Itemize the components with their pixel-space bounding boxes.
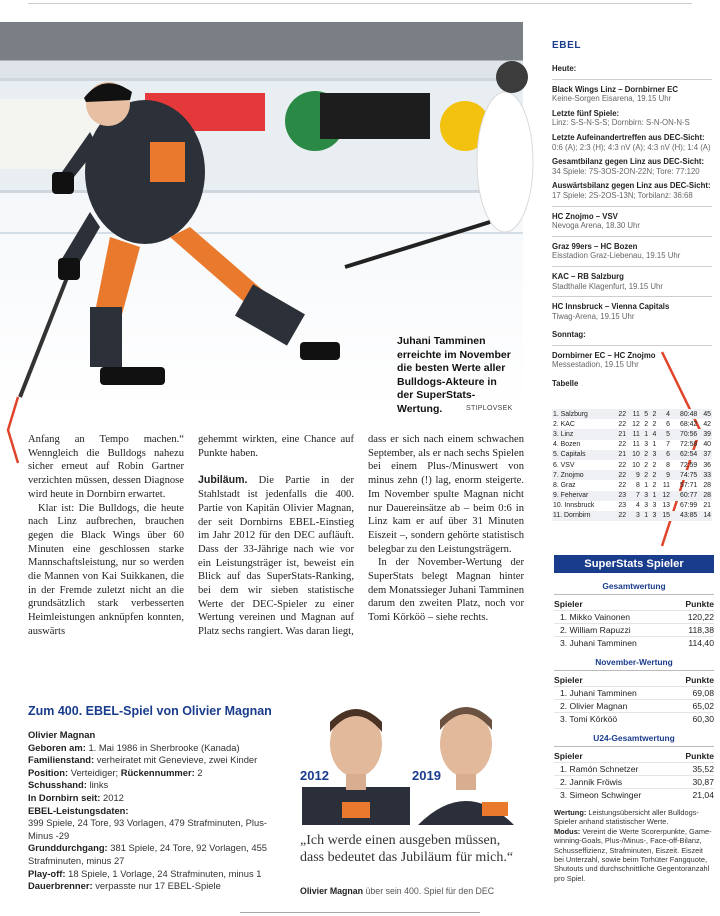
player-name: 3. Simeon Schwinger xyxy=(560,790,642,800)
table-cell: 2 xyxy=(644,461,649,469)
table-cell: 21 xyxy=(703,502,711,510)
ranking-row xyxy=(554,775,714,788)
table-cell: 13 xyxy=(662,502,670,510)
quote: „Ich werde einen ausgeben müssen, dass bedeutet das Jubiläum für mich.“ xyxy=(300,833,514,865)
table-cell: 5 xyxy=(641,409,649,419)
game-title: Black Wings Linz – Dornbirner EC xyxy=(552,84,678,94)
table-cell: 12 xyxy=(632,420,640,428)
stat-value: Linz: S-S-N-S-S; Dornbirn: S-N-ON-N-S xyxy=(552,118,690,128)
team-name: 7. Znojmo xyxy=(552,470,613,480)
table-cell: 9 xyxy=(657,470,671,480)
table-cell: 8 xyxy=(635,481,640,489)
table-cell: 1 xyxy=(641,511,649,521)
game-venue: Tiwag-Arena, 19.15 Uhr xyxy=(552,311,635,321)
table-cell: 28 xyxy=(698,491,712,501)
game-title: Graz 99ers – HC Bozen xyxy=(552,241,638,251)
table-row xyxy=(552,440,712,450)
team-name: 10. Innsbruck xyxy=(553,502,595,510)
ranking-header xyxy=(554,599,714,609)
table-cell: 3 xyxy=(644,441,649,449)
player-points: 30,87 xyxy=(692,777,714,787)
article-paragraph: Anfang an Tempo machen.“ Wenngleich die Bulldogs nahezu sicher erneut auf Robin Gartner verzichten müssen, dessen Diagnose wird heute in Dornbirn erwartet. xyxy=(28,434,184,500)
info-value: links xyxy=(89,779,109,791)
table-cell: 39 xyxy=(698,429,712,439)
ranking-subtitle: U24-Gesamtwertung xyxy=(554,733,714,747)
article-column-3 xyxy=(368,433,524,625)
ranking-subtitle: November-Wertung xyxy=(554,657,714,671)
table-row xyxy=(552,450,712,460)
table-cell: 67:99 xyxy=(680,502,698,510)
player-name: 3. Juhani Tamminen xyxy=(560,638,637,648)
table-cell: 21 xyxy=(613,450,627,460)
info-value: Verteidiger; xyxy=(70,766,119,778)
table-cell: 12 xyxy=(657,491,671,501)
table-cell: 6 xyxy=(666,420,670,428)
table-row xyxy=(552,419,712,429)
info-label: Schusshand: xyxy=(28,779,87,791)
table-cell: 45 xyxy=(698,409,712,419)
divider xyxy=(552,236,712,237)
table-cell: 3 xyxy=(641,491,649,501)
article-column-1 xyxy=(28,433,184,639)
team-name: 1. Salzburg xyxy=(552,409,613,419)
quote-name: Olivier Magnan xyxy=(300,886,364,896)
table-cell: 11 xyxy=(632,441,640,449)
table-heading: Tabelle xyxy=(552,379,579,389)
divider xyxy=(552,296,712,297)
legend-text: Vereint die Werte Scorerpunkte, Game-winning-Goals, Plus-/Minus-, Face-off-Bilanz, Schusseffizienz, Strafminuten, Eiszeit. Eiszeit bei Unterzahl, sowie beim Torhüter Fangquote, Shutouts und durchschnittliche Gegentoranzahl pro Spiel. xyxy=(554,826,712,883)
stat-label: Letzte fünf Spiele: xyxy=(552,108,620,118)
ranking-row xyxy=(554,623,714,636)
stat-value: 34 Spiele: 7S-3OS-2ON-22N; Tore: 77:120 xyxy=(552,166,700,176)
article-paragraph: dass er sich nach einem schwachen September, als er nach sechs Spielen bei einem Plus-/Minuswert von minus zehn (!) lag, enorm steigerte. Im November spulte Magnan nicht nur Dauereinsätze ab – beim 0:6 in Linz kam er auf über 31 Minuten Eiszeit –, sondern gehörte statistisch belegbar zu den Leistungsträgern. xyxy=(368,434,524,555)
table-row xyxy=(552,491,712,501)
day-label: Heute: xyxy=(552,64,577,73)
info-value: verpasste nur 17 EBEL-Spiele xyxy=(95,880,221,892)
team-name: 8. Graz xyxy=(553,481,576,489)
article-paragraph: Klar ist: Die Bulldogs, die heute nach Linz aufbrechen, brauchen gegen die Black Wings über 60 Minuten eine geschlossen starke Mannschaftsleistung, nur so werden die Mannen von Kai Suikkanen, die in der Fremde zuletzt nicht an die grundsätzlich stark verbesserten Heimleistungen anknüpfen konnten, auswärts xyxy=(28,502,184,637)
table-cell: 21 xyxy=(613,429,627,439)
table-row xyxy=(552,480,712,490)
player-points: 114,40 xyxy=(688,638,714,648)
info-value: 381 Spiele, 24 Tore, 92 Vorlagen, 455 Strafminuten, minus 27 xyxy=(28,842,268,866)
info-label: In Dornbirn seit: xyxy=(28,791,101,803)
table-cell: 22 xyxy=(613,409,627,419)
hero-photo xyxy=(0,22,523,415)
ranking-row xyxy=(554,636,714,649)
player-name: 2. Olivier Magnan xyxy=(560,701,628,711)
info-label: Grunddurchgang: xyxy=(28,842,108,854)
league-table xyxy=(552,409,712,521)
table-cell: 60:77 xyxy=(671,491,698,501)
player-points: 118,38 xyxy=(688,625,714,635)
player-name: 3. Tomi Körköö xyxy=(560,714,618,724)
table-cell: 2 xyxy=(652,461,657,469)
game-venue: Nevoga Arena, 18.30 Uhr xyxy=(552,221,640,231)
table-cell: 22 xyxy=(613,511,627,521)
info-value: 2012 xyxy=(103,791,124,803)
divider xyxy=(552,206,712,207)
table-row xyxy=(552,460,712,470)
player-name: 1. Mikko Vainonen xyxy=(560,612,631,622)
bottom-rule xyxy=(240,912,480,913)
ranking-header xyxy=(554,675,714,685)
game-title: Dornbirner EC – HC Znojmo xyxy=(552,350,656,360)
col-points: Punkte xyxy=(685,751,714,761)
table-cell: 23 xyxy=(618,502,627,510)
superstats-box xyxy=(554,555,714,883)
stat-label: Letzte Aufeinandertreffen aus DEC-Sicht: xyxy=(552,132,705,142)
table-cell: 33 xyxy=(698,470,712,480)
player-name: 1. Ramón Schnetzer xyxy=(560,764,639,774)
table-cell: 3 xyxy=(652,502,657,510)
table-row xyxy=(552,511,712,521)
info-value: verheiratet mit Genevieve, zwei Kinder xyxy=(96,754,258,766)
col-player: Spieler xyxy=(554,751,583,761)
photo-caption: Juhani Tamminen erreichte im November die besten Werte aller Bulldogs-Akteure in der SuperStats-Wertung. xyxy=(397,335,511,415)
divider xyxy=(552,79,712,80)
player-points: 65,02 xyxy=(692,701,714,711)
day-label: Sonntag: xyxy=(552,330,586,340)
table-cell: 8 xyxy=(666,461,670,469)
table-cell: 57:71 xyxy=(680,481,698,489)
table-cell: 2 xyxy=(644,420,649,428)
ranking-row xyxy=(554,788,714,801)
table-cell: 1 xyxy=(641,429,649,439)
stat-label: Gesamtbilanz gegen Linz aus DEC-Sicht: xyxy=(552,157,705,167)
team-name: 9. Fehervar xyxy=(552,491,613,501)
table-cell: 2 xyxy=(652,420,657,428)
photo-credit: STIPLOVSEK xyxy=(466,405,513,412)
player-points: 60,30 xyxy=(692,714,714,724)
table-row xyxy=(552,501,712,511)
game-venue: Stadthalle Klagenfurt, 19.15 Uhr xyxy=(552,281,663,291)
article-paragraph: In der November-Wertung der SuperStats belegt Magnan hinter dem Monatssieger Juhani Tamminen darum den zweiten Platz, noch vor Tomi Körköö – siehe rechts. xyxy=(368,557,524,624)
ranking-header xyxy=(554,751,714,761)
team-name: 2. KAC xyxy=(553,420,575,428)
table-cell: 22 xyxy=(613,470,627,480)
table-cell: 4 xyxy=(635,502,640,510)
quote-context: über sein 400. Spiel für den DEC xyxy=(365,886,495,896)
table-cell: 22 xyxy=(618,441,627,449)
legend-text: Leistungsübersicht aller Bulldogs-Spieler anhand statistischer Werte. xyxy=(554,808,699,827)
player-name: Olivier Magnan xyxy=(28,729,96,740)
superstats-legend xyxy=(554,808,714,883)
article-kicker: Jubiläum. xyxy=(198,474,248,487)
table-cell: 3 xyxy=(649,511,657,521)
ranking-row xyxy=(554,686,714,699)
table-cell: 2 xyxy=(649,409,657,419)
table-cell: 1 xyxy=(652,441,657,449)
table-cell: 1 xyxy=(649,491,657,501)
team-name: 5. Capitals xyxy=(552,450,613,460)
ranking-row xyxy=(554,699,714,712)
game-title: KAC – RB Salzburg xyxy=(552,271,624,281)
table-cell: 40 xyxy=(703,441,711,449)
article-paragraph: gehemmt wirkten, eine Chance auf Punkte haben. xyxy=(198,434,354,459)
game-venue: Messestadion, 19.15 Uhr xyxy=(552,360,639,370)
player-points: 21,04 xyxy=(692,790,714,800)
bracket-left-icon xyxy=(6,395,20,465)
table-cell: 7 xyxy=(627,491,641,501)
table-cell: 2 xyxy=(641,470,649,480)
player-points: 69,08 xyxy=(692,688,714,698)
table-cell: 80:48 xyxy=(671,409,698,419)
table-cell: 5 xyxy=(657,429,671,439)
table-cell: 36 xyxy=(703,461,711,469)
superstats-title: SuperStats Spieler xyxy=(554,555,714,573)
table-cell: 4 xyxy=(649,429,657,439)
stat-value: 17 Spiele: 2S-2OS-13N; Torbilanz: 36:68 xyxy=(552,190,693,200)
col-player: Spieler xyxy=(554,599,583,609)
stat-label: Auswärtsbilanz gegen Linz aus DEC-Sicht: xyxy=(552,181,711,191)
table-cell: 14 xyxy=(698,511,712,521)
table-cell: 22 xyxy=(618,420,627,428)
info-label: Geboren am: xyxy=(28,741,86,753)
info-label: Familienstand: xyxy=(28,754,95,766)
player-infobox xyxy=(28,703,288,893)
stat-value: 0:6 (A); 2:3 (H); 4:3 nV (A); 4:3 nV (H); 1:4 (A) xyxy=(552,142,711,152)
table-cell: 15 xyxy=(657,511,671,521)
team-name: 11. Dornbirn xyxy=(552,511,613,521)
table-cell: 74:75 xyxy=(671,470,698,480)
table-cell: 4 xyxy=(657,409,671,419)
portrait-year-2012: 2012 xyxy=(300,768,329,783)
team-name: 3. Linz xyxy=(552,429,613,439)
top-rule xyxy=(28,3,692,4)
legend-label: Modus: xyxy=(554,826,581,836)
game-title: HC Znojmo – VSV xyxy=(552,211,618,221)
table-cell: 2 xyxy=(649,470,657,480)
table-cell: 6 xyxy=(657,450,671,460)
table-cell: 72:59 xyxy=(680,461,698,469)
game-venue: Eisstadion Graz-Liebenau, 19.15 Uhr xyxy=(552,251,681,261)
quote-source xyxy=(300,886,494,896)
table-cell: 3 xyxy=(627,511,641,521)
table-cell: 11 xyxy=(627,429,641,439)
sidebar-heading: EBEL xyxy=(552,40,582,51)
table-cell: 11 xyxy=(662,481,670,489)
player-points: 120,22 xyxy=(687,612,714,622)
table-cell: 22 xyxy=(618,481,627,489)
article-paragraph: Die Partie in der Stahlstadt ist jedenfalls die 400. Partie von Kapitän Olivier Magnan, der seit Dornbirns EBEL-Einstieg im Jahr 2012 für den DEC aufläuft. Dass der 33-Jährige nach wie vor ein Leistungsträger ist, beweist ein Blick auf das SuperStats-Ranking, bei dem wir sieben statistische Werte der DEC-Spieler zu einer Wertung vereinen und Magnan auf Platz sechs rangiert. Was daran liegt, xyxy=(198,475,355,638)
table-cell: 11 xyxy=(627,409,641,419)
table-cell: 70:56 xyxy=(671,429,698,439)
info-value: 1. Mai 1986 in Sherbrooke (Kanada) xyxy=(88,741,240,753)
table-cell: 72:58 xyxy=(680,441,698,449)
info-label: Position: xyxy=(28,766,69,778)
info-label: Dauerbrenner: xyxy=(28,880,93,892)
table-cell: 2 xyxy=(652,481,657,489)
table-row xyxy=(552,409,712,419)
table-cell: 2 xyxy=(641,450,649,460)
team-name: 4. Bozen xyxy=(553,441,581,449)
divider xyxy=(552,266,712,267)
player-name: 2. William Rapuzzi xyxy=(560,625,631,635)
info-value: 399 Spiele, 24 Tore, 93 Vorlagen, 479 Strafminuten, Plus-Minus -29 xyxy=(28,817,268,841)
info-label: EBEL-Leistungsdaten: xyxy=(28,804,129,816)
portrait-2019 xyxy=(412,692,520,825)
table-cell: 37 xyxy=(698,450,712,460)
col-player: Spieler xyxy=(554,675,583,685)
ranking-row xyxy=(554,762,714,775)
table-cell: 7 xyxy=(666,441,670,449)
table-cell: 42 xyxy=(703,420,711,428)
player-name: 1. Juhani Tamminen xyxy=(560,688,637,698)
table-cell: 9 xyxy=(627,470,641,480)
team-name: 6. VSV xyxy=(553,461,575,469)
divider xyxy=(552,345,712,346)
col-points: Punkte xyxy=(685,675,714,685)
player-name: 2. Jannik Fröwis xyxy=(560,777,623,787)
portrait-year-2019: 2019 xyxy=(412,768,441,783)
game-title: HC Innsbruck – Vienna Capitals xyxy=(552,302,670,312)
table-cell: 28 xyxy=(703,481,711,489)
table-cell: 10 xyxy=(627,450,641,460)
ebel-sidebar xyxy=(552,40,712,389)
legend-label: Wertung: xyxy=(554,808,587,817)
ranking-row xyxy=(554,712,714,725)
table-cell: 68:42 xyxy=(680,420,698,428)
table-cell: 23 xyxy=(613,491,627,501)
ranking-subtitle: Gesamtwertung xyxy=(554,581,714,595)
game-venue: Keine-Sorgen Eisarena, 19.15 Uhr xyxy=(552,94,672,104)
table-cell: 43:85 xyxy=(671,511,698,521)
infobox-title: Zum 400. EBEL-Spiel von Olivier Magnan xyxy=(28,704,272,718)
table-row xyxy=(552,429,712,439)
table-cell: 1 xyxy=(644,481,649,489)
table-row xyxy=(552,470,712,480)
info-value: 2 xyxy=(197,766,203,778)
article-column-2 xyxy=(198,433,354,639)
table-cell: 3 xyxy=(649,450,657,460)
table-cell: 22 xyxy=(618,461,627,469)
portrait-2012 xyxy=(302,692,410,825)
table-cell: 3 xyxy=(644,502,649,510)
ranking-row xyxy=(554,610,714,623)
table-cell: 10 xyxy=(632,461,640,469)
col-points: Punkte xyxy=(685,599,714,609)
info-label: Rückennummer: xyxy=(120,766,195,778)
player-points: 35,52 xyxy=(692,764,714,774)
info-label: Play-off: xyxy=(28,867,66,879)
table-cell: 62:54 xyxy=(671,450,698,460)
info-value: 18 Spiele, 1 Vorlage, 24 Strafminuten, minus 1 xyxy=(68,867,262,879)
